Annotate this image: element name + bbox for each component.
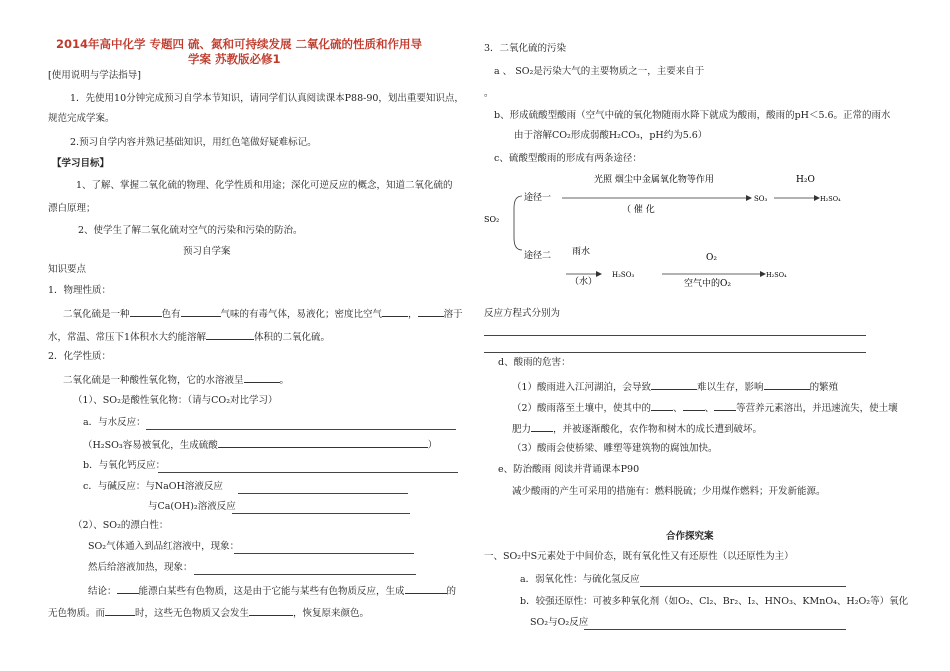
h2so3-note: （H₂SO₃容易被氧化，生成硫酸 ）	[83, 440, 438, 451]
text: 、	[704, 403, 715, 414]
text: ，恢复原来颜色。	[293, 608, 370, 619]
diagram-arrowhead-1	[746, 195, 752, 201]
bleaching-header: （2）、SO₂的漂白性：	[73, 520, 169, 531]
text: 、	[673, 403, 683, 414]
answer-line[interactable]	[584, 629, 846, 630]
diagram-so3: SO₃	[754, 195, 768, 203]
doc-title-line1: 2014年高中化学 专题四 硫、氮和可持续发展 二氧化硫的性质和作用导	[56, 37, 423, 51]
answer-line[interactable]	[640, 586, 846, 587]
diagram-path2-label: 途径二	[524, 251, 552, 261]
prevention-header: e、防治酸雨 阅读并背诵课本P90	[498, 464, 640, 475]
blank[interactable]	[405, 584, 447, 594]
pollution-c: c、硫酸型酸雨的形成有两条途径：	[494, 153, 642, 164]
diagram-so2: SO₂	[484, 215, 500, 224]
chemical-properties-line1	[63, 373, 289, 387]
bleaching-line2: 然后给溶液加热，现象：	[88, 562, 193, 573]
text: c．与碱反应：	[83, 481, 146, 492]
harm-2	[512, 401, 898, 415]
text: 能漂白某些有色物质，这是由于它能与某些有色物质反应，生成	[138, 586, 405, 597]
blank[interactable]	[105, 606, 135, 616]
diagram-h2so4-1: H₂SO₄	[820, 195, 841, 203]
answer-line[interactable]	[484, 352, 866, 353]
text: 水，常温、常压下1体积水大约能溶解	[48, 332, 207, 343]
harm-3: （3）酸雨会使桥梁、雕塑等建筑物的腐蚀加快。	[512, 443, 718, 454]
text: 体积的二氧化硫。	[254, 332, 331, 343]
text: 二氧化硫是一种	[63, 309, 130, 320]
weak-oxidation: a．弱氧化性：与硫化氢反应	[520, 574, 640, 585]
so2-o2-reaction: SO₂与O₂反应	[530, 617, 589, 628]
blank[interactable]	[651, 401, 673, 411]
coop-one: 一、SO₂中S元素处于中间价态，既有氧化性又有还原性（以还原性为主）	[484, 551, 794, 562]
goal-1b: 漂白原理；	[48, 203, 96, 214]
text: 色有	[161, 309, 181, 320]
doc-title-line2: 学案 苏教版必修1	[188, 52, 281, 66]
blank[interactable]	[249, 606, 293, 616]
preview-title: 预习自学案	[183, 246, 231, 257]
diagram-rain: 雨水	[572, 247, 591, 257]
diagram-top-condition: 光照 烟尘中金属氧化物等作用	[594, 175, 714, 185]
text: 的繁殖	[809, 382, 839, 393]
text: （2）酸雨落至土壤中，使其中的	[512, 403, 652, 414]
text: 与NaOH溶液反应	[145, 481, 223, 492]
blank[interactable]	[651, 380, 697, 390]
diagram-h2o: H₂O	[796, 175, 815, 185]
text: 结论：	[88, 586, 117, 597]
blank[interactable]	[130, 307, 162, 317]
answer-line[interactable]	[232, 513, 410, 514]
blank[interactable]	[418, 307, 444, 317]
pollution-a-end: 。	[484, 88, 494, 99]
react-caoh-label: 与Ca(OH)₂溶液反应	[148, 501, 236, 512]
text: ，并被逐渐酸化，农作物和树木的成长遭到破坏。	[553, 424, 763, 435]
harm-1	[512, 380, 838, 394]
usage-2: 2.预习自学内容并熟记基础知识，用红色笔做好疑难标记。	[70, 137, 317, 148]
bleaching-line1: SO₂气体通入到品红溶液中，现象：	[88, 541, 240, 552]
text: 溶于	[443, 309, 463, 320]
knowledge-points: 知识要点	[48, 264, 87, 275]
diagram-h2so4-2: H₂SO₄	[766, 271, 787, 279]
diagram-air-o2: 空气中的O₂	[684, 279, 731, 289]
blank[interactable]	[244, 373, 280, 383]
diagram-h2so3: H₂SO₃	[612, 271, 635, 279]
conclusion-line1	[88, 584, 456, 598]
physical-properties-line2	[48, 330, 330, 344]
conclusion-line2	[48, 606, 369, 620]
react-base-label	[83, 481, 223, 493]
text: 二氧化硫是一种酸性氧化物，它的水溶液呈	[63, 375, 244, 386]
text: 肥力	[512, 424, 532, 435]
text: 难以生存，影响	[697, 382, 764, 393]
pollution-b-line1: b、形成硫酸型酸雨（空气中硫的氧化物随雨水降下就成为酸雨，酸雨的pH＜5.6。正常的雨水	[494, 110, 891, 121]
coop-title: 合作探究案	[666, 531, 714, 542]
text: 。	[279, 375, 290, 386]
blank[interactable]	[683, 401, 705, 411]
text: （1）酸雨进入江河湖泊，会导致	[512, 382, 652, 393]
text: 时，这些无色物质又会发生	[135, 608, 250, 619]
pollution-a: a 、 SO₂是污染大气的主要物质之一，主要来自于	[494, 66, 705, 77]
answer-line[interactable]	[484, 335, 866, 336]
diagram-catalyst: （ 催 化	[622, 205, 655, 215]
blank[interactable]	[181, 307, 221, 317]
react-water-label: a．与水反应：	[83, 417, 146, 428]
answer-line[interactable]	[238, 493, 408, 494]
text: ，	[408, 309, 418, 320]
diagram-brace	[514, 196, 522, 250]
answer-line[interactable]	[146, 429, 456, 430]
strong-reduction: b．较强还原性：可被多种氧化剂（如O₂、Cl₂、Br₂、I₂、HNO₃、KMnO₄、H₂O₂等）氧化	[520, 596, 909, 607]
text: 无色物质。而	[48, 608, 106, 619]
acid-rain-harm-header: d、酸雨的危害：	[498, 357, 571, 368]
diagram-path1-label: 途径一	[524, 193, 552, 203]
equations-label: 反应方程式分别为	[484, 308, 561, 319]
text: 的	[446, 586, 457, 597]
acid-oxide-header: （1）、SO₂是酸性氧化物：（请与CO₂对比学习）	[73, 395, 278, 406]
usage-header: [使用说明与学法指导]	[48, 70, 141, 81]
blank[interactable]	[117, 584, 139, 594]
text: 等营养元素溶出，并迅速流失，使土壤	[736, 403, 898, 414]
blank[interactable]	[714, 401, 736, 411]
prevention-text: 减少酸雨的产生可采用的措施有：燃料脱硫；少用煤作燃料；开发新能源。	[512, 486, 826, 497]
acid-rain-diagram	[484, 168, 904, 293]
goals-header: 【学习目标】	[52, 158, 110, 169]
text: （H₂SO₃容易被氧化，生成硫酸	[83, 440, 218, 451]
blank[interactable]	[382, 307, 408, 317]
goal-1a: 1、了解、掌握二氧化硫的物理、化学性质和用途；深化可逆反应的概念，知道二氧化硫的	[76, 180, 453, 191]
pollution-b-line2: 由于溶解CO₂形成弱酸H₂CO₃，pH约为5.6）	[514, 130, 708, 141]
usage-1b: 规范完成学案。	[48, 113, 115, 124]
pollution-header: 3．二氧化硫的污染	[484, 43, 567, 54]
blank[interactable]	[218, 438, 428, 448]
answer-line[interactable]	[234, 553, 414, 554]
harm-2b	[512, 422, 762, 436]
diagram-o2: O₂	[706, 253, 717, 263]
physical-properties-header: 1．物理性质：	[48, 285, 112, 296]
diagram-water: （水）	[570, 277, 598, 287]
blank[interactable]	[531, 422, 553, 432]
answer-line[interactable]	[158, 472, 458, 473]
answer-line[interactable]	[194, 574, 416, 575]
blank[interactable]	[764, 380, 810, 390]
chemical-properties-header: 2．化学性质：	[48, 351, 112, 362]
goal-2: 2、使学生了解二氧化硫对空气的污染和污染的防治。	[78, 225, 303, 236]
usage-1a: 1．先使用10分钟完成预习自学本节知识，请同学们认真阅读课本P88-90，划出重要知识点，	[70, 93, 464, 104]
physical-properties-line1	[63, 307, 463, 321]
text: 气味的有毒气体，易液化；密度比空气	[220, 309, 383, 320]
react-cao-label: b．与氧化钙反应：	[83, 460, 166, 471]
blank[interactable]	[206, 330, 254, 340]
